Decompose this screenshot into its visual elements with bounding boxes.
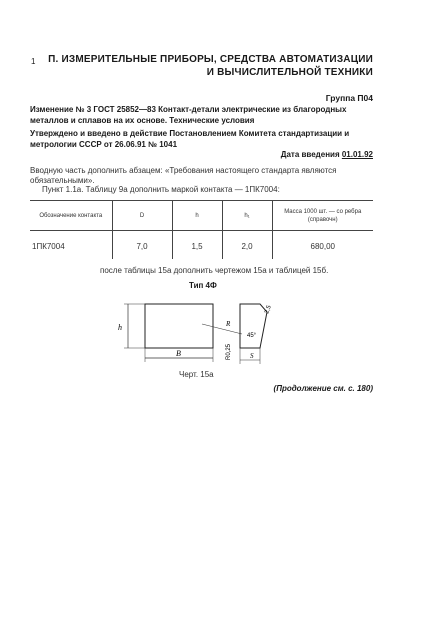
col-designation: Обозначение контакта bbox=[39, 212, 103, 219]
point-paragraph: Пункт 1.1а. Таблицу 9а дополнить маркой контакта — 1ПК7004: bbox=[42, 185, 280, 194]
col-d: D bbox=[112, 201, 172, 231]
continuation-note: (Продолжение см. с. 180) bbox=[273, 384, 373, 393]
technical-drawing bbox=[110, 290, 280, 370]
approval-text: Утверждено и введено в действие Постановлением Комитета стандартизации и метрологии СССР от 26.06.91 № 1041 bbox=[30, 129, 350, 149]
col-mass: Масса 1000 шт. — со ребра (справочн) bbox=[272, 201, 373, 231]
cell-mass: 680,00 bbox=[272, 231, 373, 259]
table-header-row bbox=[30, 201, 373, 231]
dim-r025-label: R0,25 bbox=[226, 343, 232, 360]
dim-h-label: h bbox=[118, 323, 122, 332]
col-h: h bbox=[172, 201, 222, 231]
page-number: 1 bbox=[31, 57, 36, 66]
contact-profile-outline bbox=[240, 304, 267, 348]
drawing-type-label: Тип 4Ф bbox=[189, 281, 217, 290]
col-h1: h₁ bbox=[222, 201, 272, 231]
drawing-caption: Черт. 15а bbox=[179, 370, 214, 379]
after-paragraph: после таблицы 15а дополнить чертежом 15а и таблицей 15б. bbox=[100, 266, 329, 275]
section-title-line2: И ВЫЧИСЛИТЕЛЬНОЙ ТЕХНИКИ bbox=[206, 67, 373, 78]
dim-s-label: S bbox=[250, 352, 254, 360]
cell-h: 1,5 bbox=[172, 231, 222, 259]
intro-paragraph: Вводную часть дополнить абзацем: «Требования настоящего стандарта являются обязательными». bbox=[30, 166, 337, 185]
contact-table bbox=[30, 200, 373, 259]
effective-date-value: 01.01.92 bbox=[341, 150, 373, 159]
table-row bbox=[30, 231, 373, 259]
section-title-line1: П. ИЗМЕРИТЕЛЬНЫЕ ПРИБОРЫ, СРЕДСТВА АВТОМАТИЗАЦИИ bbox=[48, 54, 373, 65]
effective-date bbox=[281, 150, 373, 159]
dim-r-label: R bbox=[226, 320, 231, 328]
change-title: Изменение № 3 ГОСТ 25852—83 Контакт-детали электрические из благородных металлов и сплавов на их основе. Технические условия bbox=[30, 105, 347, 125]
cell-designation: 1ПК7004 bbox=[32, 242, 65, 252]
dim-25-label: 2,5 bbox=[264, 304, 273, 315]
radius-leader bbox=[202, 324, 242, 334]
dim-b-label: В bbox=[176, 349, 181, 358]
group-code: Группа П04 bbox=[325, 93, 373, 103]
effective-date-label: Дата введения bbox=[280, 150, 340, 159]
cell-h1: 2,0 bbox=[222, 231, 272, 259]
dim-angle-label: 45° bbox=[247, 333, 257, 339]
cell-d: 7,0 bbox=[112, 231, 172, 259]
contact-body-outline bbox=[145, 304, 213, 348]
